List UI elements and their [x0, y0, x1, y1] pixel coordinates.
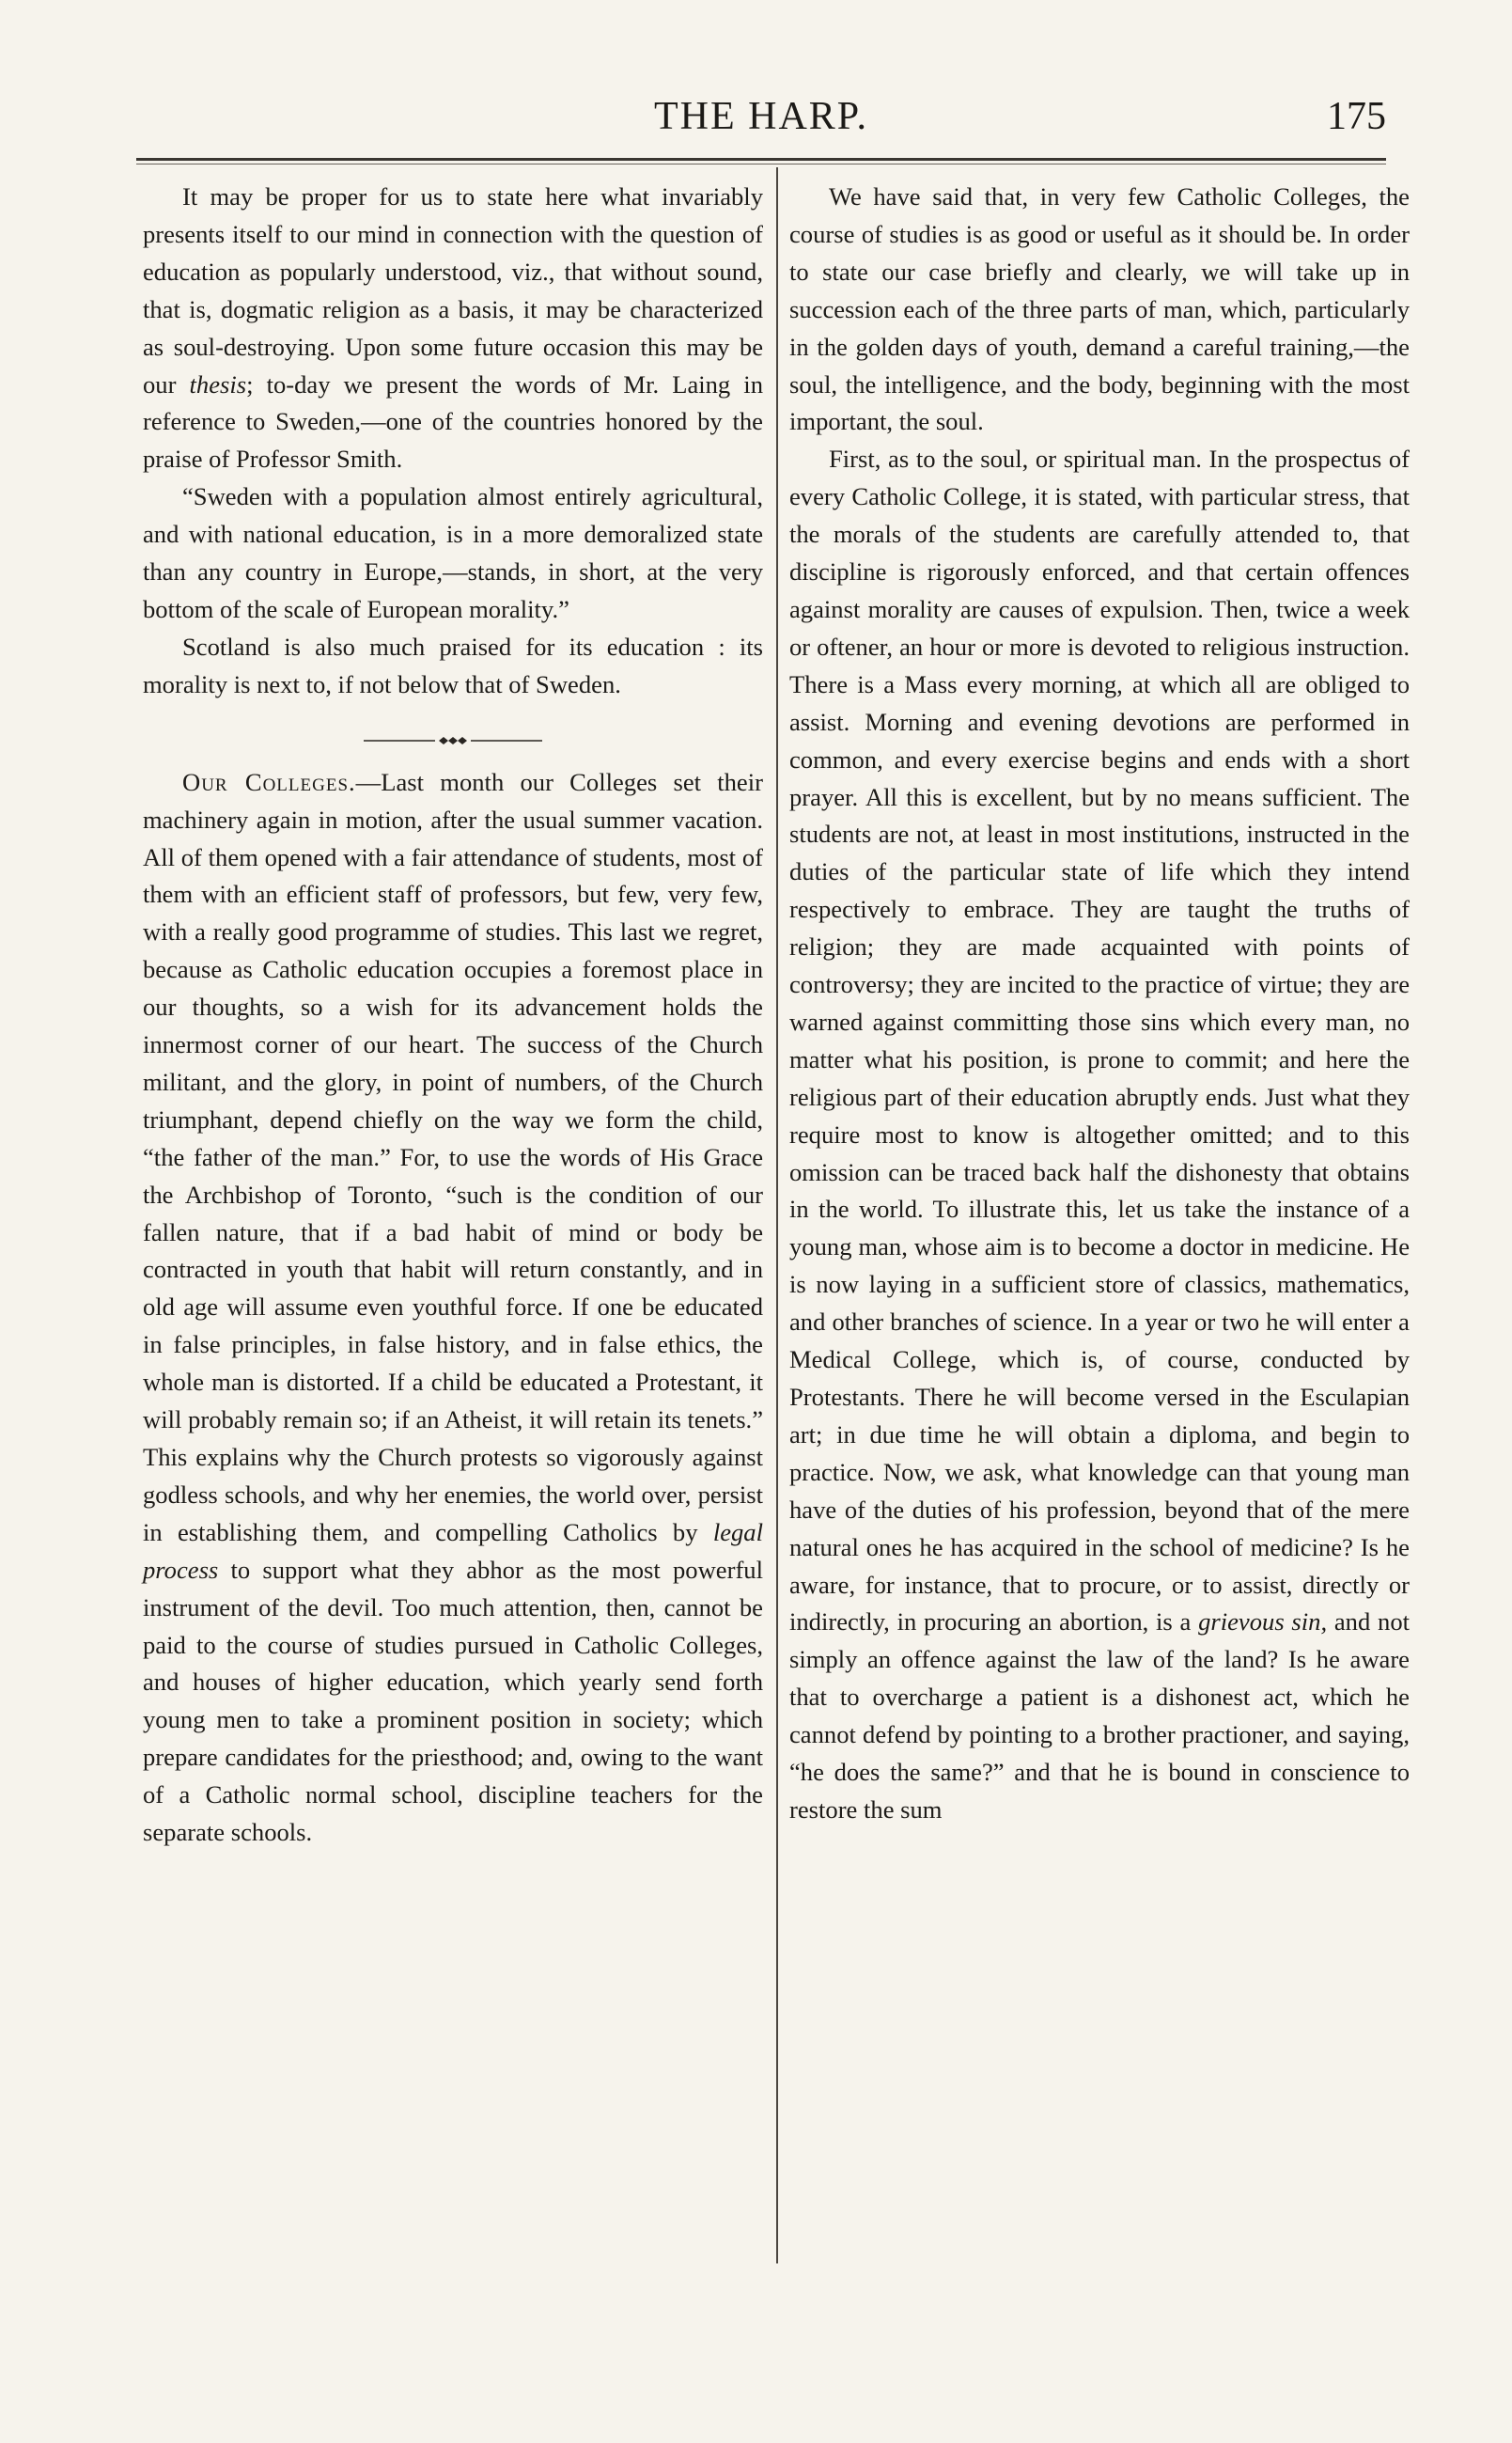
publication-title: THE HARP.	[653, 95, 869, 138]
paragraph-sweden-quote: “Sweden with a population almost entirely agricultural, and with national education, is in a more demoralized state than any country in Europe,—stands, in short, at the very bottom of the scale of European morality.”	[143, 482, 763, 623]
header-rule	[136, 158, 1386, 161]
column-divider	[776, 167, 778, 2263]
paragraph-education-thesis: It may be proper for us to state here what invariably presents itself to our mind in connection with the question of education as popularly understood, viz., that without sound, that is, dogmatic religion as a basis, it may be characterized as soul-destroying. Upon some future occasion this may be our thesis; to-day we present the words of Mr. Laing in reference to Sweden,—one of the countries honored by the praise of Professor Smith.	[143, 182, 763, 474]
paragraph-our-colleges: Our Colleges.—Last month our Colleges set their machinery again in motion, after the usual summer vacation. All of them opened with a fair attendance of students, most of them with an efficient staff of professors, but few, very few, with a really good programme of studies. This last we regret, because as Catholic education occupies a foremost place in our thoughts, so a wish for its advancement holds the innermost corner of our heart. The success of the Church militant, and the glory, in point of numbers, of the Church triumphant, depend chiefly on the way we form the child, “the father of the man.” For, to use the words of His Grace the Archbishop of Toronto, “such is the condition of our fallen nature, that if a bad habit of mind or body be contracted in youth that habit will return constantly, and in old age will assume even youthful force. If one be educated in false principles, in false history, and in false ethics, the whole man is distorted. If a child be educated a Protestant, it will probably remain so; if an Atheist, it will retain its tenets.” This explains why the Church protests so vigorously against godless schools, and why her enemies, the world over, persist in establishing them, and compelling Catholics by legal process to support what they abhor as the most powerful instrument of the devil. Too much attention, then, cannot be paid to the course of studies pursued in Catholic Colleges, and houses of higher education, which yearly send forth young men to take a prominent position in society; which prepare candidates for the priesthood; and, owing to the want of a Catholic normal school, discipline teachers for the separate schools.	[143, 767, 763, 1847]
left-column	[143, 179, 763, 1852]
paragraph-course-of-studies: We have said that, in very few Catholic Colleges, the course of studies is as good or useful as it should be. In order to state our case briefly and clearly, we will take up in succession each of the three parts of man, which, particularly in the golden days of youth, demand a careful training,—the soul, the intelligence, and the body, beginning with the most important, the soul.	[789, 182, 1410, 436]
right-column	[789, 179, 1410, 1829]
ornament-rule-icon	[364, 734, 542, 747]
section-divider-ornament	[143, 721, 763, 740]
paragraph-scotland: Scotland is also much praised for its education : its morality is next to, if not below that of Sweden.	[143, 632, 763, 698]
paragraph-the-soul: First, as to the soul, or spiritual man. In the prospectus of every Catholic College, it is stated, with particular stress, that the morals of the students are carefully attended to, that discipline is rigorously enforced, and that certain offences against morality are causes of expulsion. Then, twice a week or oftener, an hour or more is devoted to religious instruction. There is a Mass every morning, at which all are obliged to assist. Morning and evening devotions are performed in common, and every exercise begins and ends with a short prayer. All this is excellent, but by no means sufficient. The students are not, at least in most institutions, instructed in the duties of the particular state of life which they intend respectively to embrace. They are taught the truths of religion; they are made acquainted with points of controversy; they are incited to the practice of virtue; they are warned against committing those sins which every man, no matter what his position, is prone to commit; and here the religious part of their education abruptly ends. Just what they require most to know is altogether omitted; and to this omission can be traced back half the dishonesty that obtains in the world. To illustrate this, let us take the instance of a young man, whose aim is to become a doctor in medicine. He is now laying in a sufficient store of classics, mathematics, and other branches of science. In a year or two he will enter a Medical College, which is, of course, conducted by Protestants. There he will become versed in the Esculapian art; in due time he will obtain a diploma, and begin to practice. Now, we ask, what knowledge can that young man have of the duties of his profession, beyond that of the mere natural ones he has acquired in the school of medicine? Is he aware, for instance, that to procure, or to assist, directly or indirectly, in procuring an abortion, is a grievous sin, and not simply an offence against the law of the land? Is he aware that to overcharge a patient is a dishonest act, which he cannot defend by pointing to a brother practioner, and saying, “he does the same?” and that he is bound in conscience to restore the sum	[789, 445, 1411, 1824]
page-number: 175	[1327, 95, 1386, 138]
page-header	[136, 94, 1386, 150]
section-lead-in: Our Colleges.	[182, 767, 356, 796]
